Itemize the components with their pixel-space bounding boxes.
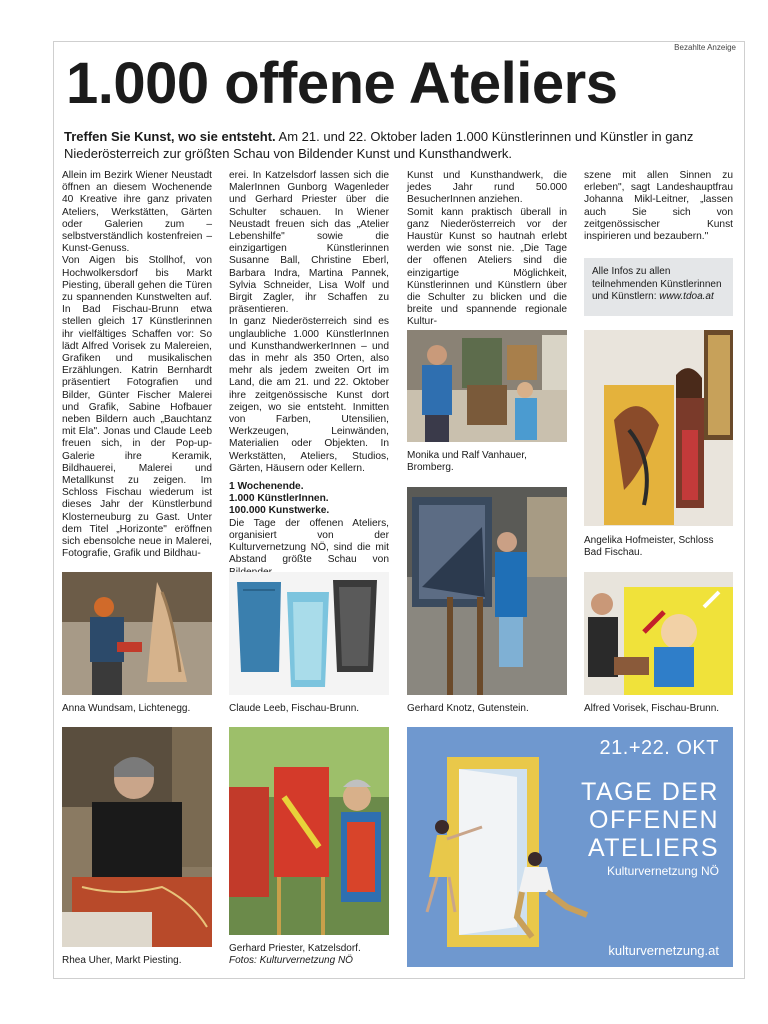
photo-vanhauer [407,330,567,442]
ad-label: Bezahlte Anzeige [674,43,736,52]
col4-paragraph-1: szene mit allen Sinnen zu erleben", sagt Landeshauptfrau Johanna Mikl-Leitner, „lassen auch Sie sich von zeitgenössischer Kunst inspirieren und bezaubern." [584,170,733,243]
caption-wundsam: Anna Wundsam, Lichtenegg. [62,703,191,714]
photo-hofmeister [584,330,733,526]
caption-hofmeister: Angelika Hofmeister, Schloss Bad Fischau. [584,535,714,558]
col2-paragraph-2: In ganz Niederösterreich sind es unglaubliche 1.000 KünstlerInnen und KunsthandwerkerInnen – und das in mehr als 350 Orten, also mehr als jedem zweiten Ort im Land, die am 21. und 22. Oktober ihre zeitgenössische Kunst dort zeigen, wo sie entsteht. Inmitten von Farben, Utensilien, Werkzeugen, Leinwänden, Materialien oder Objekten. In Werkstätten, Ateliers, Studios, Gärten, Häusern oder Kellern. [229,316,389,474]
article-column-1 [62,170,212,560]
col2-bold-3: 100.000 Kunstwerke. [229,505,330,517]
col3-paragraph-1: Kunst und Kunsthandwerk, die jedes Jahr rund 50.000 BesucherInnen anziehen. [407,170,567,206]
article-column-4 [584,170,733,250]
article-column-2 [229,170,389,566]
photo-uher [62,727,212,947]
caption-uher: Rhea Uher, Markt Piesting. [62,955,182,966]
col2-bold-1: 1 Wochenende. [229,481,304,493]
col2-paragraph-3: Die Tage der offenen Ateliers, organisiert von der Kulturvernetzung NÖ, sind die mit Abstand größte Schau von [229,517,389,566]
event-poster [407,727,733,967]
poster-url[interactable]: kulturvernetzung.at [608,943,719,958]
photo-priester [229,727,389,935]
lead-text: Am 21. und 22. Oktober laden 1.000 Künstlerinnen und Künstler in ganz Niederösterreich zur größten Schau von Bildender Kunst und Kunsthandwerk. [64,129,694,161]
lead-bold: Treffen Sie Kunst, wo sie entsteht. [64,129,276,144]
photo-credit: Fotos: Kulturvernetzung NÖ [229,955,353,966]
col1-paragraph-1: Allein im Bezirk Wiener Neustadt öffnen an diesem Wochenende 40 Kreative ihre ganz privaten Ateliers, Werkstätten, Gärten oder Galerien zum – selbstverständlich kostenfreien – Kunst-Genuss. [62,170,212,255]
article-column-3 [407,170,567,328]
caption-leeb: Claude Leeb, Fischau-Brunn. [229,703,360,714]
poster-title-line-1: TAGE DER [581,778,719,806]
caption-knotz: Gerhard Knotz, Gutenstein. [407,703,529,714]
poster-date: 21.+22. OKT [599,737,719,759]
col2-bold-2: 1.000 KünstlerInnen. [229,493,329,505]
col3-paragraph-2: Somit kann praktisch überall in ganz Niederösterreich vor der Haustür Kunst so hautnah erlebt werden wie sonst nie. „Die Tage der offenen Ateliers sind die einzigartige Möglichkeit, Künstlerinnen und Künstlern über die Schulter zu blicken und die breite und spannende regionale Kultur- [407,206,567,328]
lead-paragraph [64,128,736,162]
caption-priester [229,943,389,967]
poster-subtitle: Kulturvernetzung NÖ [606,864,719,878]
photo-knotz [407,487,567,695]
info-box [584,258,733,316]
caption-vanhauer: Monika und Ralf Vanhauer, Bromberg. [407,450,527,473]
info-url[interactable]: www.tdoa.at [659,291,714,302]
poster-title-line-3: ATELIERS [587,834,719,862]
photo-wundsam [62,572,212,695]
col2-paragraph-1: erei. In Katzelsdorf lassen sich die MalerInnen Gunborg Wagenleder und Gerhard Priester über die Schulter schauen. In Wiener Neustadt freuen sich das „Atelier Lebenshilfe" sowie die einzigartigen Künstlerinnen Susanne Ball, Christine Eberl, Barbara Indra, Martina Pannek, Sylvia Schneider, Lisa Wolf und Birgit Zagler, ihr Schaffen zu präsentieren. [229,170,389,316]
poster-title-line-2: OFFENEN [589,806,719,834]
photo-leeb [229,572,389,695]
headline: 1.000 offene Ateliers [66,51,618,116]
caption-priester-name: Gerhard Priester, Katzelsdorf. [229,943,361,954]
caption-vorisek: Alfred Vorisek, Fischau-Brunn. [584,703,720,714]
col1-paragraph-2: Von Aigen bis Stollhof, von Hochwolkersdorf bis Markt Piesting, überall gehen die Türen zu spannenden Kunstwelten auf. In Bad Fischau-Brunn etwa stellen gleich 17 Künstlerinnen ihr vielfältiges Schaffen vor: So lädt Alfred Vorisek zu Malereien, Grafiken und musikalischen Erzählungen. Katrin Bernhardt präsentiert Fotografien und Bilder, Günter Fischer Malerei und Grafik, Sabine Hofbauer neben Bildern auch „Bauchtanz mit Ela". Jonas und Claude Leeb freuen sich, in der Pop-up-Galerie ihre Keramik, Bildhauerei, Malerei und Metallkunst zu zeigen. Im Schloss Fischau wiederum ist dieses Jahr der Künstlerbund Klosterneuburg zu Gast. Unter dem Titel „Horizonte" eröffnen sich ebensolche neue in Malerei, Fotografie, Grafik und Bildhau- [62,255,212,560]
info-text: Alle Infos zu allen teilnehmenden Künstlerinnen und Künstlern: [592,266,722,302]
photo-vorisek [584,572,733,695]
